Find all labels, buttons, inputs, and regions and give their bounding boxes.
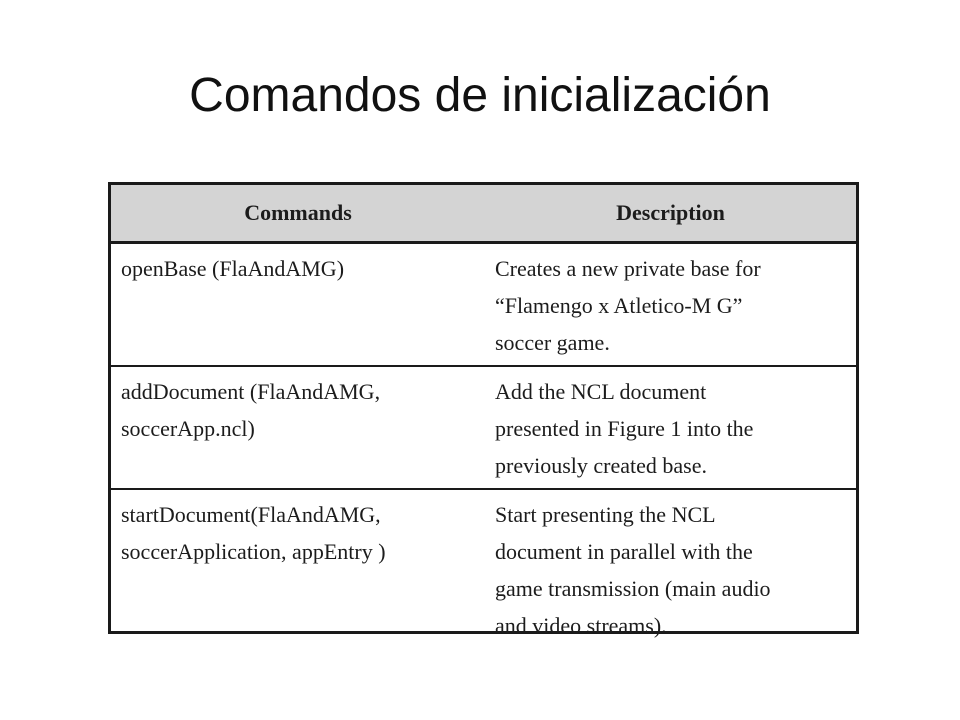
command-line: openBase (FlaAndAMG) — [121, 256, 345, 281]
header-description: Description — [485, 185, 856, 243]
description-line: Start presenting the NCL — [495, 502, 716, 527]
table-row — [111, 489, 856, 648]
commands-table — [111, 185, 856, 648]
slide-title: Comandos de inicialización — [189, 69, 771, 122]
header-commands: Commands — [111, 185, 485, 243]
description-line: presented in Figure 1 into the — [495, 416, 754, 441]
description-line: and video streams). — [495, 613, 667, 638]
description-cell — [485, 243, 856, 367]
description-line: previously created base. — [495, 453, 707, 478]
table-header-row — [111, 185, 856, 243]
description-cell — [485, 489, 856, 648]
command-cell — [111, 243, 485, 367]
commands-table-figure — [108, 182, 859, 638]
description-line: document in parallel with the — [495, 539, 753, 564]
description-cell — [485, 366, 856, 489]
command-cell — [111, 366, 485, 489]
command-line: soccerApplication, appEntry ) — [121, 539, 386, 564]
command-line: addDocument (FlaAndAMG, — [121, 379, 381, 404]
command-line: startDocument(FlaAndAMG, — [121, 502, 381, 527]
description-line: Creates a new private base for — [495, 256, 761, 281]
description-line: game transmission (main audio — [495, 576, 771, 601]
description-line: “Flamengo x Atletico-M G” — [495, 293, 743, 318]
command-cell — [111, 489, 485, 648]
table-row — [111, 366, 856, 489]
table-row — [111, 243, 856, 367]
description-line: Add the NCL document — [495, 379, 707, 404]
description-line: soccer game. — [495, 330, 610, 355]
command-line: soccerApp.ncl) — [121, 416, 255, 441]
